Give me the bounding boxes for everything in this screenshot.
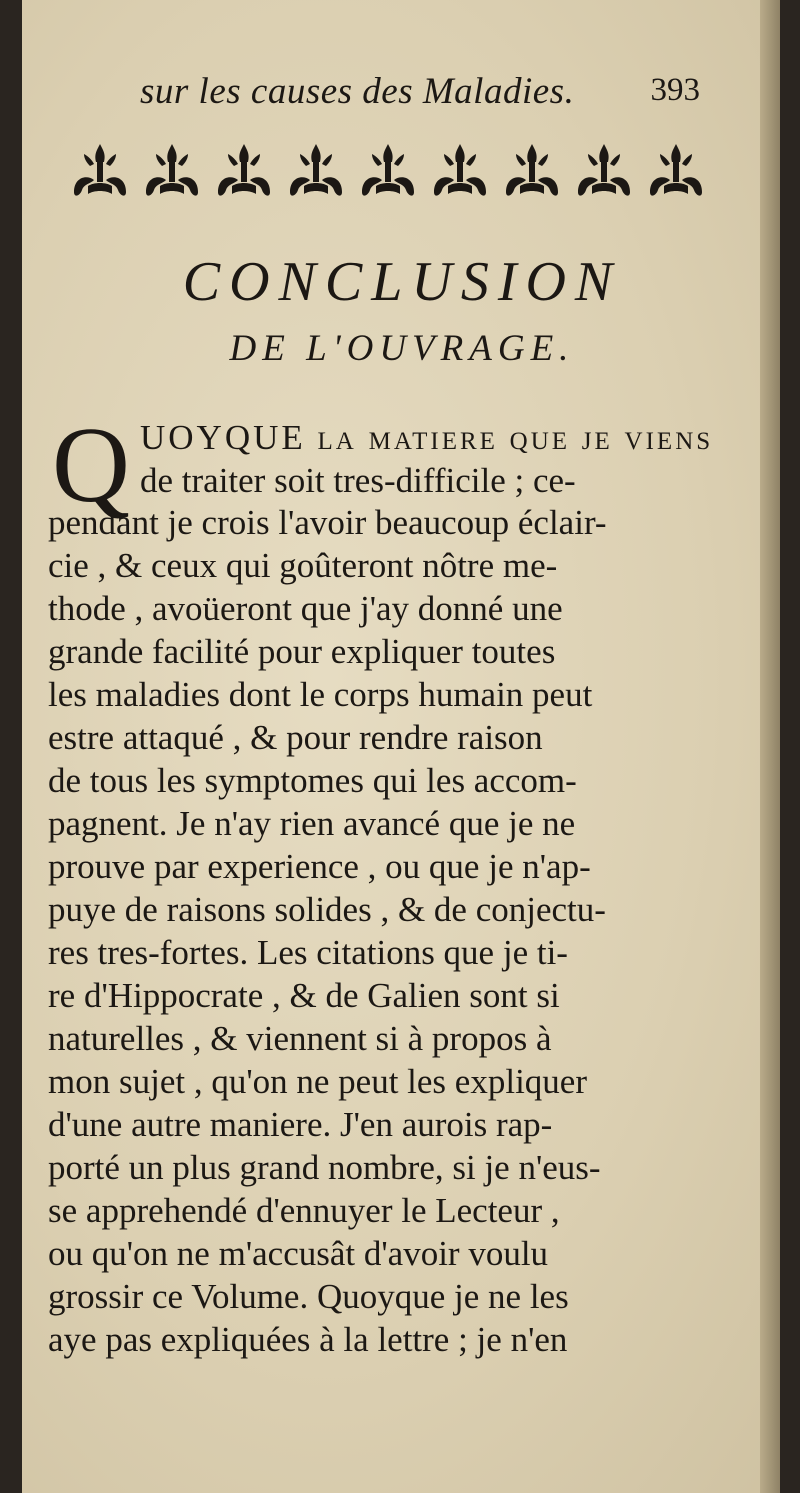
page-number: 393: [650, 72, 700, 108]
text-line: se apprehendé d'ennuyer le Lecteur ,: [48, 1191, 560, 1230]
text-line: re d'Hippocrate , & de Galien sont si: [48, 976, 560, 1015]
running-title: sur les causes des Maladies.: [140, 71, 575, 112]
text-line: estre attaqué , & pour rendre raison: [48, 718, 543, 757]
text-line: ou qu'on ne m'accusât d'avoir voulu: [48, 1234, 549, 1273]
text-line: thode , avoüeront que j'ay donné une: [48, 589, 563, 628]
conclusion-heading: CONCLUSION: [182, 251, 622, 313]
text-line: pendant je crois l'avoir beaucoup éclair-: [48, 503, 607, 542]
page-edge-shadow: [760, 0, 780, 1493]
text-line: les maladies dont le corps humain peut: [48, 675, 593, 714]
text-line: puye de raisons solides , & de conjectu-: [48, 890, 606, 929]
text-line: de tous les symptomes qui les accom-: [48, 761, 577, 800]
fleuron-ornament-band: [60, 140, 730, 202]
text-line: d'une autre maniere. J'en aurois rap-: [48, 1105, 553, 1144]
text-line: naturelles , & viennent si à propos à: [48, 1019, 552, 1058]
running-header: [140, 70, 700, 120]
text-line: porté un plus grand nombre, si je n'eus-: [48, 1148, 601, 1187]
text-line: cie , & ceux qui goûteront nôtre me-: [48, 546, 558, 585]
subheading: DE L'OUVRAGE.: [229, 328, 575, 369]
text-line: prouve par experience , ou que je n'ap-: [48, 847, 591, 886]
drop-cap: Q: [52, 406, 130, 525]
text-line: pagnent. Je n'ay rien avancé que je ne: [48, 804, 576, 843]
text-line: de traiter soit tres-difficile ; ce-: [140, 461, 576, 500]
text-line: grande facilité pour expliquer toutes: [48, 632, 556, 671]
text-line: mon sujet , qu'on ne peut les expliquer: [48, 1062, 587, 1101]
text-line: grossir ce Volume. Quoyque je ne les: [48, 1277, 569, 1316]
book-page: [22, 0, 780, 1493]
text-line: UOYQUE la matiere que je viens: [140, 418, 714, 457]
text-line: aye pas expliquées à la lettre ; je n'en: [48, 1320, 568, 1359]
text-line: res tres-fortes. Les citations que je ti-: [48, 933, 568, 972]
